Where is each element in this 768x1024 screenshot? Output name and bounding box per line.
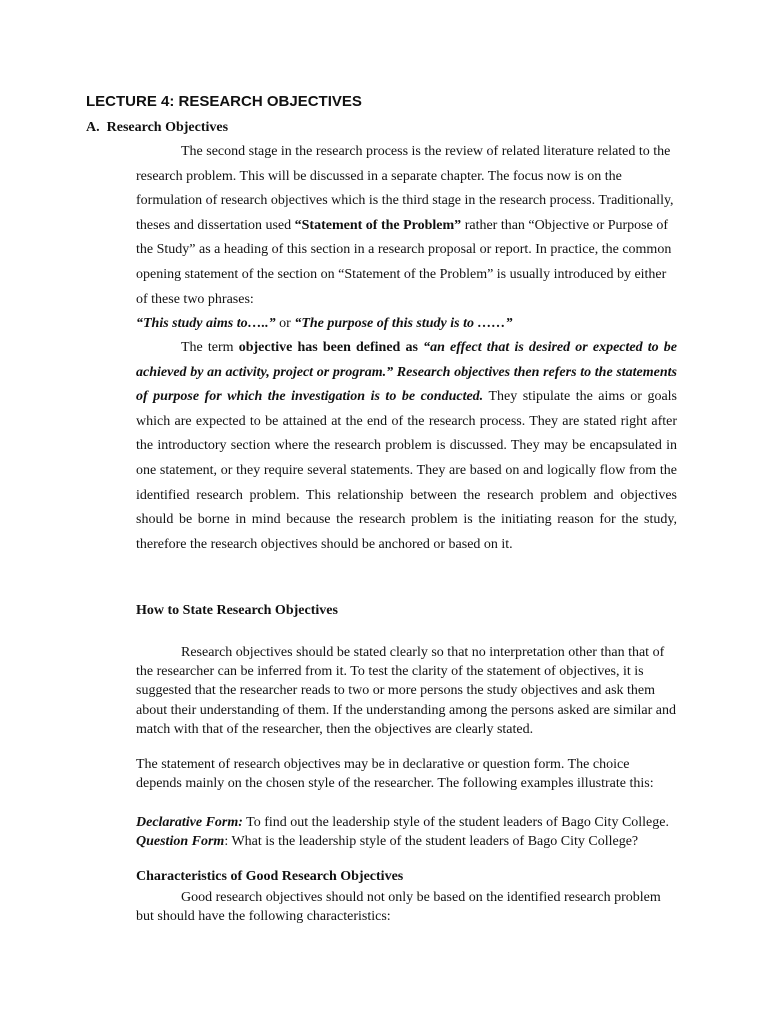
characteristics-paragraph: Good research objectives should not only be based on the identified research problem but should have the following characteristics: (136, 890, 661, 925)
declarative-label: Declarative Form: (136, 815, 243, 830)
phrase-aims: “This study aims to…..” (136, 316, 276, 331)
section-a-title: Research Objectives (106, 120, 229, 135)
definition-paragraph (136, 336, 677, 557)
definition-text-1: The term (181, 340, 239, 355)
objective-term: objective has been defined as (238, 340, 424, 355)
section-a-label: A. (86, 120, 100, 135)
objective-definition: “an effect that is desired or expected to be achieved by an activity, project or program.” Research objectives then refers to the statements of purpose for which the investigation is to be conducted. (136, 340, 677, 405)
question-text: : What is the leadership style of the student leaders of Bago City College? (224, 834, 639, 849)
question-example (136, 832, 677, 851)
characteristics-heading: Characteristics of Good Research Objectives (136, 869, 404, 884)
statement-of-problem-term: “Statement of the Problem” (294, 217, 462, 233)
how-to-heading: How to State Research Objectives (136, 603, 338, 618)
lecture-title: LECTURE 4: RESEARCH OBJECTIVES (86, 93, 362, 110)
phrase-purpose: “The purpose of this study is to ……” (294, 316, 513, 331)
declarative-text: To find out the leadership style of the student leaders of Bago City College. (242, 815, 669, 830)
intro-text-1: The second stage in the research process is the review of related literature related to the research problem. This will be discussed in a separate chapter. The focus now is on the formulation of research objectives which is the third stage in the research process. Traditionally, theses and dissertation used (136, 144, 674, 233)
example-phrases (136, 314, 677, 334)
intro-paragraph (136, 140, 677, 312)
definition-text-2: They stipulate the aims or goals which are expected to be attained at the end of the research process. They are stated right after the introductory section where the research problem is discussed. They may be encapsulated in one statement, or they require several statements. They are based on and logically flow from the identified research problem. This relationship between the research problem and objectives should be borne in mind because the research problem is the initiating reason for the study, therefore the research objectives should be anchored or based on it. (136, 389, 677, 552)
intro-text-2: rather than “Objective or Purpose of the Study” as a heading of this section in a research proposal or report. In practice, the common opening statement of the section on “Statement of the Problem” is usually introduced by either of these two phrases: (136, 217, 672, 307)
how-to-paragraph-1: Research objectives should be stated clearly so that no interpretation other than that of the researcher can be inferred from it. To test the clarity of the statement of objectives, it is suggested that the researcher reads to two or more persons the study objectives and ask them about their understanding of them. If the understanding among the persons asked are similar and match with that of the researcher, then the objectives are clearly stated. (136, 645, 677, 737)
declarative-example (136, 813, 677, 832)
question-label: Question Form (136, 834, 225, 849)
section-a-heading (86, 120, 228, 136)
phrase-or: or (275, 316, 295, 331)
how-to-paragraph-2: The statement of research objectives may be in declarative or question form. The choice depends mainly on the chosen style of the researcher. The following examples illustrate this: (136, 757, 654, 792)
